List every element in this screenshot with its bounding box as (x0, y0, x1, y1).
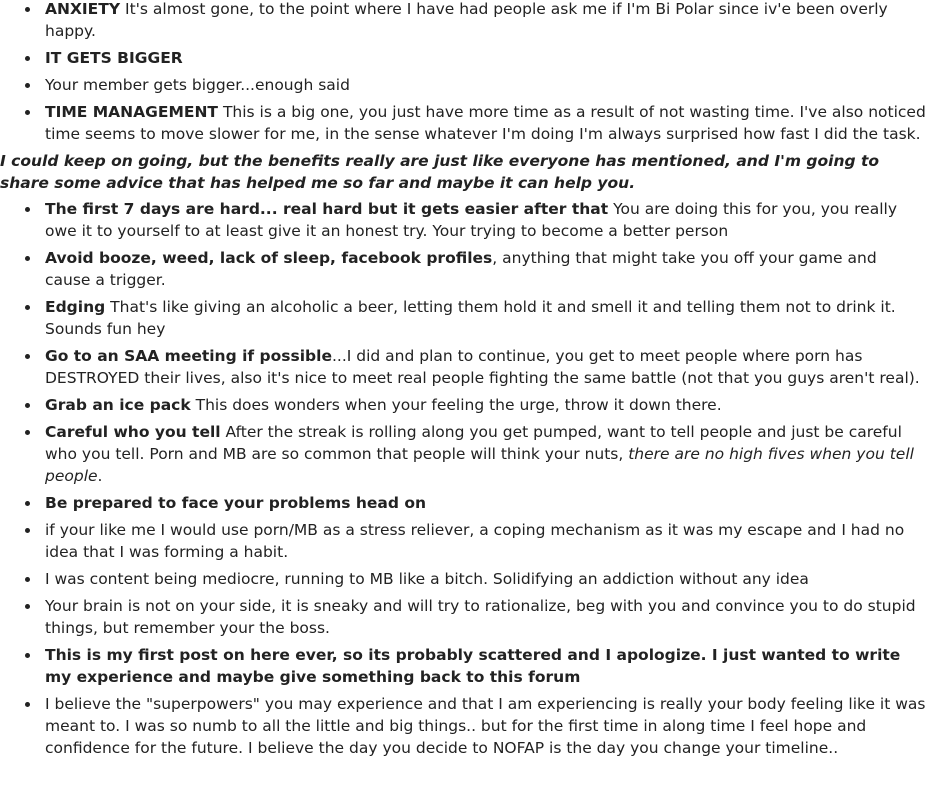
list-item (45, 101, 928, 145)
item-text-end: . (97, 467, 103, 485)
list-item (45, 296, 928, 340)
list-item (45, 644, 928, 688)
list-item (45, 74, 928, 96)
item-text: I was content being mediocre, running to MB like a bitch. Solidifying an addiction without any idea (45, 570, 809, 588)
item-text: if your like me I would use porn/MB as a stress reliever, a coping mechanism as it was my escape and I had no idea that I was forming a habit. (45, 521, 905, 561)
list-item (45, 198, 928, 242)
item-text: After the streak is rolling along you get pumped, want to tell people and just be careful who you tell. Porn and MB are so common that people will think your nuts, (45, 423, 902, 463)
list-item (45, 595, 928, 639)
list-item (45, 492, 928, 514)
item-text: It's almost gone, to the point where I have had people ask me if I'm Bi Polar since iv'e been overly happy. (45, 0, 888, 40)
item-heading: This is my first post on here ever, so its probably scattered and I apologize. I just wanted to write my experience and maybe give something back to this forum (45, 646, 901, 686)
item-text: I believe the "superpowers" you may experience and that I am experiencing is really your body feeling like it was meant to. I was so numb to all the little and big things.. but for the first time in along time I feel hope and confidence for the future. I believe the day you decide to NOFAP is the day you change your timeline.. (45, 695, 926, 757)
item-text: , anything that might take you off your game and cause a trigger. (45, 249, 877, 289)
item-heading: TIME MANAGEMENT (45, 103, 219, 121)
item-italic-text: there are no high fives when you tell people (45, 445, 914, 485)
item-heading: Avoid booze, weed, lack of sleep, facebook profiles (45, 249, 493, 267)
list-item (45, 693, 928, 759)
item-text: This does wonders when your feeling the urge, throw it down there. (190, 396, 722, 414)
item-heading: ANXIETY (45, 0, 121, 18)
item-heading: The first 7 days are hard... real hard but it gets easier after that (45, 200, 609, 218)
item-heading: Careful who you tell (45, 423, 221, 441)
benefits-list (0, 0, 928, 145)
item-heading: Grab an ice pack (45, 396, 191, 414)
list-item (45, 47, 928, 69)
item-text: That's like giving an alcoholic a beer, letting them hold it and smell it and telling them not to drink it. Sounds fun hey (45, 298, 896, 338)
item-text: Your brain is not on your side, it is sneaky and will try to rationalize, beg with you and convince you to do stupid things, but remember your the boss. (45, 597, 916, 637)
list-item (45, 345, 928, 389)
item-text: ...I did and plan to continue, you get to meet people where porn has DESTROYED their lives, also it's nice to meet real people fighting the same battle (not that you guys aren't real). (45, 347, 920, 387)
item-text: This is a big one, you just have more time as a result of not wasting time. I've also noticed time seems to move slower for me, in the sense whatever I'm doing I'm always surprised how fast I did the task. (45, 103, 926, 143)
list-item (45, 247, 928, 291)
item-heading: Be prepared to face your problems head on (45, 494, 427, 512)
list-item (45, 421, 928, 487)
item-heading: Go to an SAA meeting if possible (45, 347, 332, 365)
item-heading: IT GETS BIGGER (45, 49, 183, 67)
list-item (45, 394, 928, 416)
intro-paragraph: I could keep on going, but the benefits really are just like everyone has mentioned, and I'm going to share some advice that has helped me so far and maybe it can help you. (0, 152, 880, 192)
item-text: Your member gets bigger...enough said (45, 76, 350, 94)
list-item (45, 568, 928, 590)
item-text: You are doing this for you, you really owe it to yourself to at least give it an honest try. Your trying to become a better person (45, 200, 897, 240)
advice-list (0, 198, 928, 759)
list-item (45, 519, 928, 563)
item-heading: Edging (45, 298, 106, 316)
list-item (45, 0, 928, 42)
